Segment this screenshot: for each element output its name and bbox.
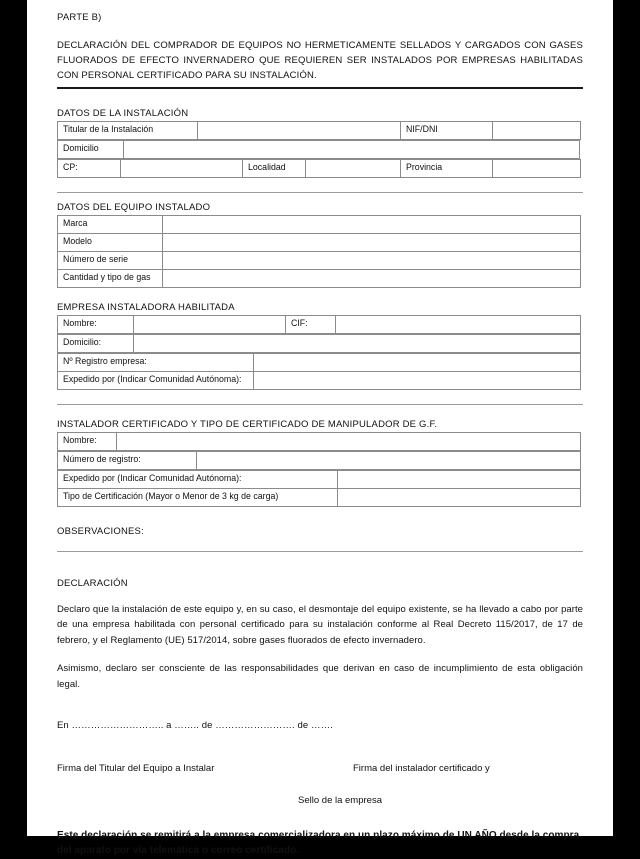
signature-owner-label: Firma del Titular del Equipo a Instalar (57, 762, 215, 774)
table-row (58, 216, 581, 234)
company-name-table (57, 315, 581, 334)
company-heading: EMPRESA INSTALADORA HABILITADA (57, 302, 235, 313)
installer-heading: INSTALADOR CERTIFICADO Y TIPO DE CERTIFICADO DE MANIPULADOR DE G.F. (57, 419, 438, 430)
company-nombre-label: Nombre: (58, 316, 134, 334)
table-row (58, 316, 581, 334)
installer-registro-label: Número de registro: (58, 452, 197, 470)
cp-field[interactable] (121, 160, 243, 178)
company-registro-label: Nº Registro empresa: (58, 354, 254, 372)
equipment-field-serie[interactable] (163, 252, 581, 270)
equipment-field-modelo[interactable] (163, 234, 581, 252)
cp-label: CP: (58, 160, 121, 178)
equipment-table (57, 215, 581, 288)
installation-location-table (57, 159, 581, 178)
titular-field[interactable] (198, 122, 401, 140)
spacer (57, 552, 583, 578)
spacer (57, 193, 583, 202)
equipment-label-gas: Cantidad y tipo de gas (58, 270, 163, 288)
spacer (57, 405, 583, 419)
nif-label: NIF/DNI (401, 122, 493, 140)
table-row (58, 252, 581, 270)
installer-registro-field[interactable] (197, 452, 581, 470)
installer-expedido-field[interactable] (338, 471, 581, 489)
table-row (58, 433, 581, 451)
spacer (57, 390, 583, 404)
table-row (58, 489, 581, 507)
company-domicilio-label: Domicilio: (58, 335, 134, 353)
date-line[interactable]: En ……………………….. a …….. de ……………………. de ……. (57, 719, 333, 731)
company-registry-table (57, 353, 581, 390)
table-row (58, 354, 581, 372)
company-nombre-field[interactable] (134, 316, 286, 334)
footer-note: Este declaración se remitirá a la empresa comercializadora en un plazo máximo de UN AÑO desde la compra del aparato por vía telemática o correo certificado. (57, 829, 580, 857)
domicilio-field[interactable] (124, 141, 580, 159)
installer-expedido-label: Expedido por (Indicar Comunidad Autónoma): (58, 471, 338, 489)
part-label: PARTE B) (57, 12, 102, 23)
table-row (58, 234, 581, 252)
installer-tipo-label: Tipo de Certificación (Mayor o Menor de 3 kg de carga) (58, 489, 338, 507)
company-expedido-field[interactable] (254, 372, 581, 390)
equipment-label-marca: Marca (58, 216, 163, 234)
installation-address-table (57, 140, 580, 159)
company-cif-field[interactable] (336, 316, 581, 334)
declaration-heading: DECLARACIÓN (57, 578, 128, 589)
company-domicilio-field[interactable] (134, 335, 581, 353)
table-row (58, 141, 580, 159)
installer-certificate-table (57, 470, 581, 507)
installation-table (57, 121, 581, 140)
equipment-label-serie: Número de serie (58, 252, 163, 270)
document-title: DECLARACIÓN DEL COMPRADOR DE EQUIPOS NO HERMETICAMENTE SELLADOS Y CARGADOS CON GASES FLUORADOS DE EFECTO INVERNADERO QUE REQUIEREN SER INSTALADOS POR EMPRESAS HABILITADAS CON PERSONAL CERTIFICADO PARA SU INSTALACIÓN. (57, 40, 583, 81)
table-row (58, 160, 581, 178)
declaration-paragraph-2: Asimismo, declaro ser consciente de las responsabilidades que derivan en caso de incumplimiento de esta obligación legal. (57, 663, 583, 690)
table-row (58, 122, 581, 140)
company-expedido-label (58, 372, 254, 390)
titular-label: Titular de la Instalación (58, 122, 198, 140)
spacer (57, 89, 583, 108)
table-row (58, 471, 581, 489)
provincia-field[interactable] (493, 160, 581, 178)
company-registro-field[interactable] (254, 354, 581, 372)
observations-label: OBSERVACIONES: (57, 526, 144, 537)
provincia-label: Provincia (401, 160, 493, 178)
company-expedido-text: Expedido por (Indicar Comunidad Autónoma): (63, 374, 242, 384)
installer-nombre-label: Nombre: (58, 433, 117, 451)
table-row (58, 270, 581, 288)
company-stamp-label: Sello de la empresa (298, 794, 382, 806)
equipment-field-gas[interactable] (163, 270, 581, 288)
installer-nombre-field[interactable] (117, 433, 581, 451)
table-row (58, 335, 581, 353)
localidad-field[interactable] (306, 160, 401, 178)
company-address-table (57, 334, 581, 353)
declaration-paragraph-1: Declaro que la instalación de este equipo y, en su caso, el desmontaje del equipo existente, se ha llevado a cabo por parte de una empresa habilitada con personal certificado para su instalación conforme al Real Decreto 115/2017, de 17 de febrero, y el Reglamento (UE) 517/2014, sobre gases fluorados de efecto invernadero. (57, 604, 583, 646)
installer-registry-table (57, 451, 581, 470)
page-content (57, 0, 583, 859)
equipment-heading: DATOS DEL EQUIPO INSTALADO (57, 202, 211, 213)
domicilio-label: Domicilio (58, 141, 124, 159)
installer-name-table (57, 432, 581, 451)
company-cif-label: CIF: (286, 316, 336, 334)
equipment-field-marca[interactable] (163, 216, 581, 234)
table-row (58, 372, 581, 390)
nif-field[interactable] (493, 122, 581, 140)
document-page (27, 0, 613, 857)
spacer (57, 537, 583, 551)
installer-tipo-field[interactable] (338, 489, 581, 507)
table-row (58, 452, 581, 470)
spacer (57, 178, 583, 192)
signature-installer-label: Firma del instalador certificado y (353, 762, 490, 774)
equipment-label-modelo: Modelo (58, 234, 163, 252)
signature-row (57, 763, 583, 777)
spacer (57, 507, 583, 526)
installation-heading: DATOS DE LA INSTALACIÓN (57, 108, 189, 119)
localidad-label: Localidad (243, 160, 306, 178)
spacer (57, 288, 583, 302)
